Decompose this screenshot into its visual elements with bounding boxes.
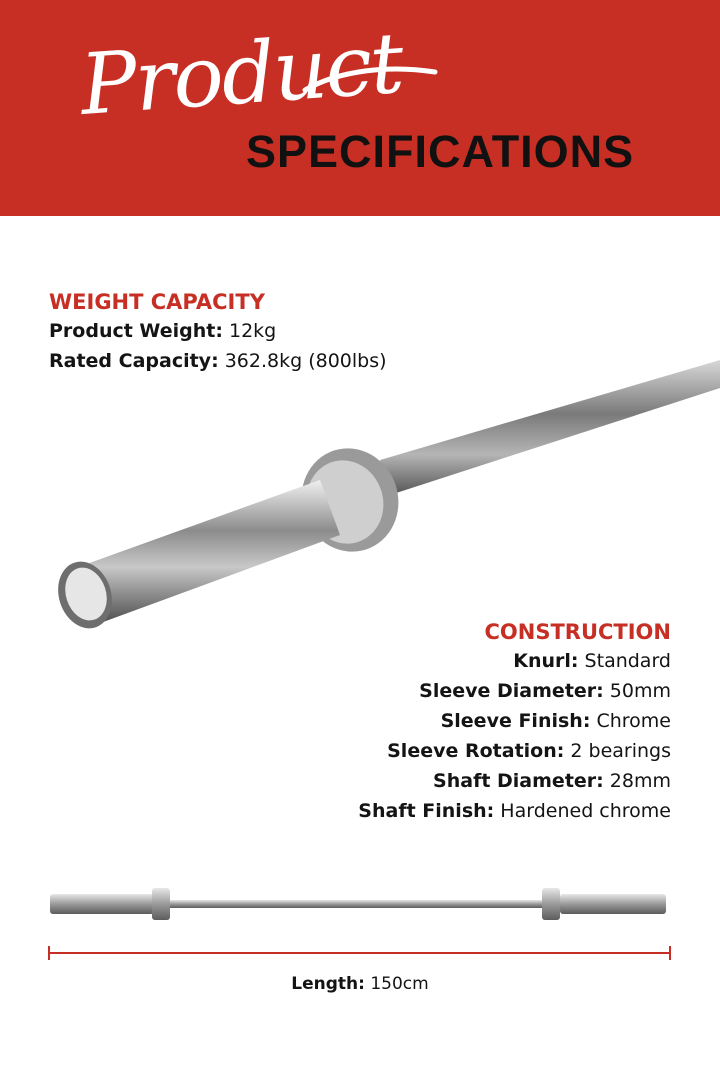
spec-label: Shaft Diameter: [433,770,604,792]
title-swash [300,60,440,100]
spec-value: 362.8kg (800lbs) [218,350,387,372]
spec-label: Product Weight: [49,320,223,342]
length-rule [49,952,671,954]
spec-label: Shaft Finish: [358,800,495,822]
block-title: SPECIFICATIONS [246,126,635,177]
construction-title: CONSTRUCTION [484,620,671,644]
spec-value: 28mm [603,770,671,792]
length-value: 150cm [364,974,429,994]
spec-value: 50mm [603,680,671,702]
spec-value: 12kg [222,320,277,342]
spec-label: Knurl: [513,650,579,672]
spec-shaft-diameter [433,766,671,796]
length-label [0,974,720,994]
spec-value: Hardened chrome [494,800,671,822]
spec-value: Chrome [590,710,671,732]
spec-value: 2 bearings [564,740,671,762]
weight-capacity-title: WEIGHT CAPACITY [49,290,265,314]
spec-sleeve-finish [441,706,671,736]
spec-value: Standard [578,650,671,672]
spec-knurl [513,646,671,676]
length-tick-left [48,946,50,960]
script-title: Product [77,13,406,135]
barbell-closeup-image [0,340,720,640]
spec-shaft-finish [358,796,671,826]
length-key: Length: [291,974,365,994]
spec-label: Sleeve Rotation: [387,740,565,762]
spec-label: Sleeve Diameter: [419,680,604,702]
spec-sleeve-rotation [387,736,671,766]
spec-label: Sleeve Finish: [440,710,591,732]
spec-label: Rated Capacity: [49,350,219,372]
spec-sleeve-diameter [419,676,671,706]
header-banner [0,0,720,216]
barbell-full-image [48,884,672,924]
length-tick-right [669,946,671,960]
